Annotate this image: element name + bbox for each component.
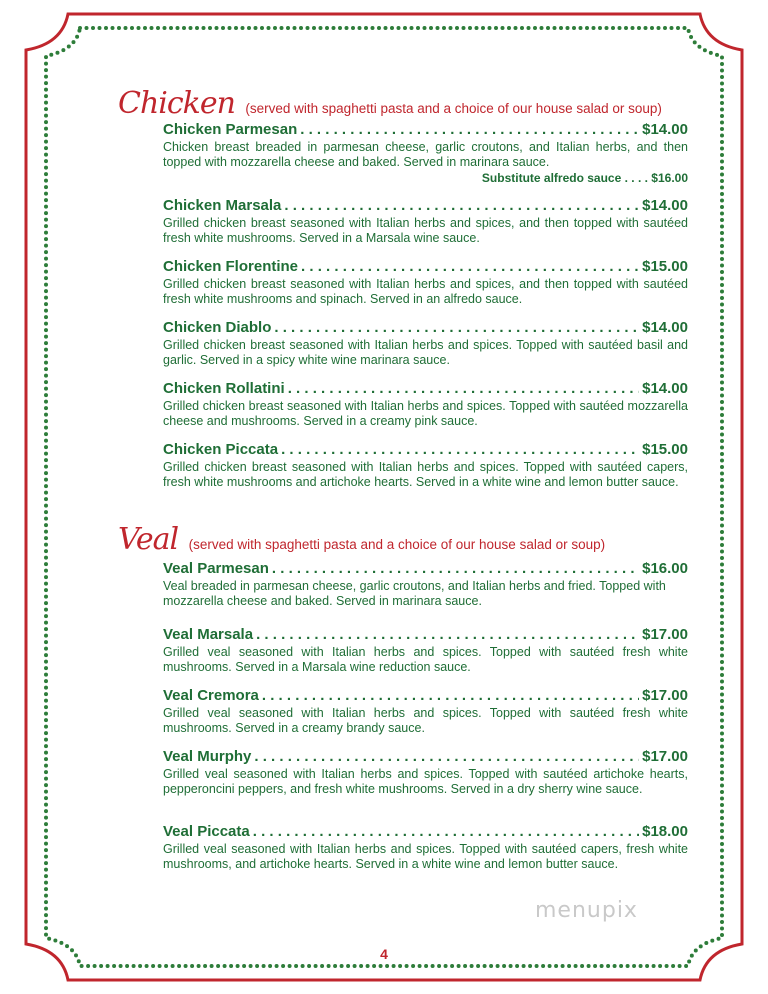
item-price: $16.00 — [642, 560, 688, 577]
section-note: (served with spaghetti pasta and a choice of our house salad or soup) — [245, 101, 662, 116]
item-price: $18.00 — [642, 823, 688, 840]
item-name: Chicken Rollatini — [163, 380, 285, 397]
watermark-logo: menupix — [535, 898, 638, 923]
item-price: $14.00 — [642, 380, 688, 397]
item-price: $14.00 — [642, 121, 688, 138]
item-description: Grilled chicken breast seasoned with Italian herbs and spices, and then topped with sautéed fresh white mushrooms. Served in a Marsala wine sauce. — [163, 216, 688, 245]
menu-item — [163, 319, 688, 368]
item-price: $15.00 — [642, 258, 688, 275]
item-price: $14.00 — [642, 319, 688, 336]
section-header-chicken — [118, 86, 662, 121]
item-description: Grilled veal seasoned with Italian herbs and spices. Topped with sautéed fresh white mushrooms. Served in a Marsala wine reduction sauce. — [163, 645, 688, 674]
item-price: $17.00 — [642, 626, 688, 643]
item-description: Veal breaded in parmesan cheese, garlic croutons, and Italian herbs and fried. Topped with mozzarella cheese and baked. Served in marinara sauce. — [163, 579, 666, 608]
menu-item — [163, 441, 688, 490]
item-description: Grilled chicken breast seasoned with Italian herbs and spices, and then topped with sautéed fresh white mushrooms and spinach. Served in an alfredo sauce. — [163, 277, 688, 306]
item-name: Veal Parmesan — [163, 560, 269, 577]
item-name: Chicken Marsala — [163, 197, 282, 214]
item-price: $17.00 — [642, 687, 688, 704]
item-name: Veal Murphy — [163, 748, 252, 765]
substitute-price: $16.00 — [651, 171, 688, 185]
item-description: Grilled veal seasoned with Italian herbs and spices. Topped with sautéed artichoke hearts, pepperoncini peppers, and fresh white mushrooms. Served in a dry sherry wine sauce. — [163, 767, 688, 796]
item-price: $15.00 — [642, 441, 688, 458]
menu-item — [163, 258, 688, 307]
item-description: Grilled veal seasoned with Italian herbs and spices. Topped with sautéed capers, fresh white mushrooms, and artichoke hearts. Served in a white wine and lemon butter sauce. — [163, 842, 688, 871]
substitute-label: Substitute alfredo sauce . . . . — [481, 171, 648, 185]
item-name: Chicken Diablo — [163, 319, 272, 336]
item-description: Grilled chicken breast seasoned with Italian herbs and spices. Topped with sautéed mozzarella cheese and mushrooms. Served in a creamy pink sauce. — [163, 399, 688, 428]
menu-item — [163, 380, 688, 429]
menu-item — [163, 560, 688, 609]
section-title: Veal — [118, 522, 179, 557]
item-name: Veal Marsala — [163, 626, 254, 643]
item-name: Veal Cremora — [163, 687, 259, 704]
item-description: Chicken breast breaded in parmesan cheese, garlic croutons, and Italian herbs, and then topped with mozzarella cheese and baked. Served in marinara sauce. — [163, 140, 688, 169]
item-description: Grilled veal seasoned with Italian herbs and spices. Topped with sautéed fresh white mushrooms. Served in a creamy brandy sauce. — [163, 706, 688, 735]
menu-item — [163, 121, 688, 185]
item-name: Chicken Florentine — [163, 258, 299, 275]
item-description: Grilled chicken breast seasoned with Italian herbs and spices. Topped with sautéed basil and garlic. Served in a spicy white wine marinara sauce. — [163, 338, 688, 367]
item-name: Chicken Parmesan — [163, 121, 298, 138]
menu-item — [163, 197, 688, 246]
item-name: Veal Piccata — [163, 823, 250, 840]
menu-item — [163, 748, 688, 797]
menu-item — [163, 823, 688, 872]
item-price: $17.00 — [642, 748, 688, 765]
item-description: Grilled chicken breast seasoned with Italian herbs and spices. Topped with sautéed capers, fresh white mushrooms and artichoke hearts. Served in a white wine and lemon butter sauce. — [163, 460, 688, 489]
section-title: Chicken — [118, 86, 235, 121]
substitute-option — [163, 171, 688, 185]
item-name: Chicken Piccata — [163, 441, 279, 458]
section-note: (served with spaghetti pasta and a choice of our house salad or soup) — [188, 537, 606, 552]
menu-item — [163, 687, 688, 736]
page-number: 4 — [380, 946, 388, 962]
section-header-veal — [118, 522, 605, 557]
item-price: $14.00 — [642, 197, 688, 214]
menu-item — [163, 626, 688, 675]
